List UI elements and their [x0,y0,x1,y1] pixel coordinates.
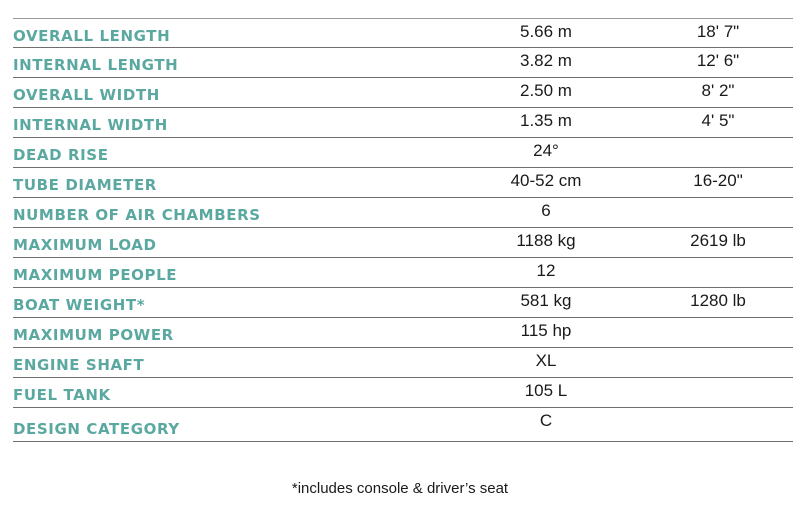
spec-label: MAXIMUM POWER [13,326,174,344]
spec-metric-value: 105 L [524,381,568,400]
spec-label: INTERNAL LENGTH [13,56,179,74]
spec-label: OVERALL WIDTH [13,86,160,104]
spec-imperial-value: 16-20" [693,171,743,190]
spec-imperial-value: 12' 6" [696,51,740,70]
spec-metric-value: 581 kg [520,291,572,310]
spec-label: DESIGN CATEGORY [13,420,180,438]
spec-row-engine-shaft [13,348,793,378]
spec-label: OVERALL LENGTH [13,27,171,45]
spec-metric-value: 24° [533,141,559,160]
spec-metric-value: 115 hp [520,321,572,340]
spec-label: BOAT WEIGHT* [13,296,146,314]
footnote: *includes console & driver’s seat [291,480,509,497]
spec-imperial-value: 1280 lb [690,291,746,310]
spec-metric-value: 1.35 m [520,111,572,130]
spec-label: INTERNAL WIDTH [13,116,168,134]
spec-metric-value: 40-52 cm [510,171,582,190]
spec-row-tube-diameter [13,168,793,198]
spec-row-air-chambers [13,198,793,228]
spec-metric-value: 5.66 m [520,22,572,41]
spec-label: TUBE DIAMETER [13,176,157,194]
spec-label: ENGINE SHAFT [13,356,145,374]
spec-metric-value: 2.50 m [520,81,572,100]
spec-row-internal-width [13,108,793,138]
spec-table [13,18,793,442]
spec-row-design-category [13,408,793,442]
spec-label: NUMBER OF AIR CHAMBERS [13,206,261,224]
spec-row-maximum-load [13,228,793,258]
spec-row-maximum-power [13,318,793,348]
spec-imperial-value: 18' 7" [696,22,740,41]
spec-row-dead-rise [13,138,793,168]
spec-label: FUEL TANK [13,386,111,404]
spec-label: MAXIMUM LOAD [13,236,157,254]
spec-row-internal-length [13,48,793,78]
spec-metric-value: 12 [536,261,556,280]
spec-metric-value: XL [535,351,557,370]
spec-metric-value: 3.82 m [520,51,572,70]
spec-imperial-value: 4' 5" [701,111,735,130]
spec-row-overall-width [13,78,793,108]
spec-metric-value: C [539,411,553,430]
spec-metric-value: 6 [541,201,551,220]
spec-label: MAXIMUM PEOPLE [13,266,178,284]
spec-imperial-value: 2619 lb [690,231,746,250]
spec-row-overall-length [13,18,793,48]
spec-label: DEAD RISE [13,146,109,164]
spec-imperial-value: 8' 2" [701,81,735,100]
spec-metric-value: 1188 kg [516,231,576,250]
spec-row-fuel-tank [13,378,793,408]
spec-row-maximum-people [13,258,793,288]
spec-row-boat-weight [13,288,793,318]
